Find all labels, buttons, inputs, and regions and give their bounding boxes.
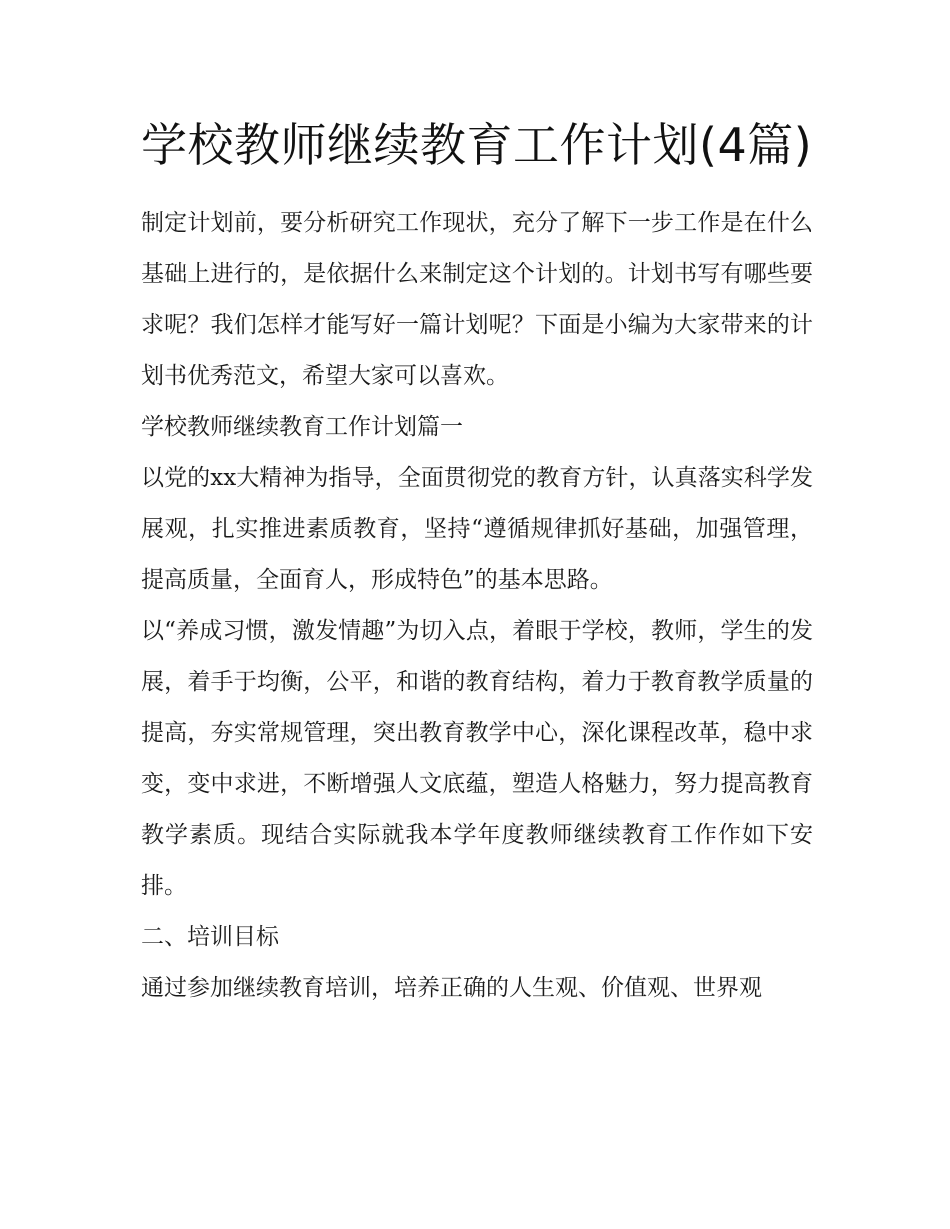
section-title: 学校教师继续教育工作计划篇一 <box>141 414 463 440</box>
paragraph-guiding-thought: 以党的xx大精神为指导，全面贯彻党的教育方针，认真落实科学发展观，扎实推进素质教育，坚持“遵循规律抓好基础，加强管理，提高质量，全面育人，形成特色”的基本思路。 <box>141 465 813 593</box>
intro-paragraph: 制定计划前，要分析研究工作现状，充分了解下一步工作是在什么基础上进行的，是依据什么来制定这个计划的。计划书写有哪些要求呢？我们怎样才能写好一篇计划呢？下面是小编为大家带来的计划书优秀范文，希望大家可以喜欢。 <box>141 210 813 389</box>
document-body <box>141 112 813 1014</box>
training-goals-heading: 二、培训目标 <box>141 924 279 950</box>
paragraph-approach: 以“养成习惯，激发情趣”为切入点，着眼于学校，教师，学生的发展，着手于均衡，公平，和谐的教育结构，着力于教育教学质量的提高，夯实常规管理，突出教育教学中心，深化课程改革，稳中求变，变中求进，不断增强人文底蕴，塑造人格魅力，努力提高教育教学素质。现结合实际就我本学年度教师继续教育工作作如下安排。 <box>141 618 813 899</box>
document-title: 学校教师继续教育工作计划(4篇) <box>141 118 813 172</box>
paragraph-training-goals: 通过参加继续教育培训，培养正确的人生观、价值观、世界观 <box>141 975 762 1001</box>
